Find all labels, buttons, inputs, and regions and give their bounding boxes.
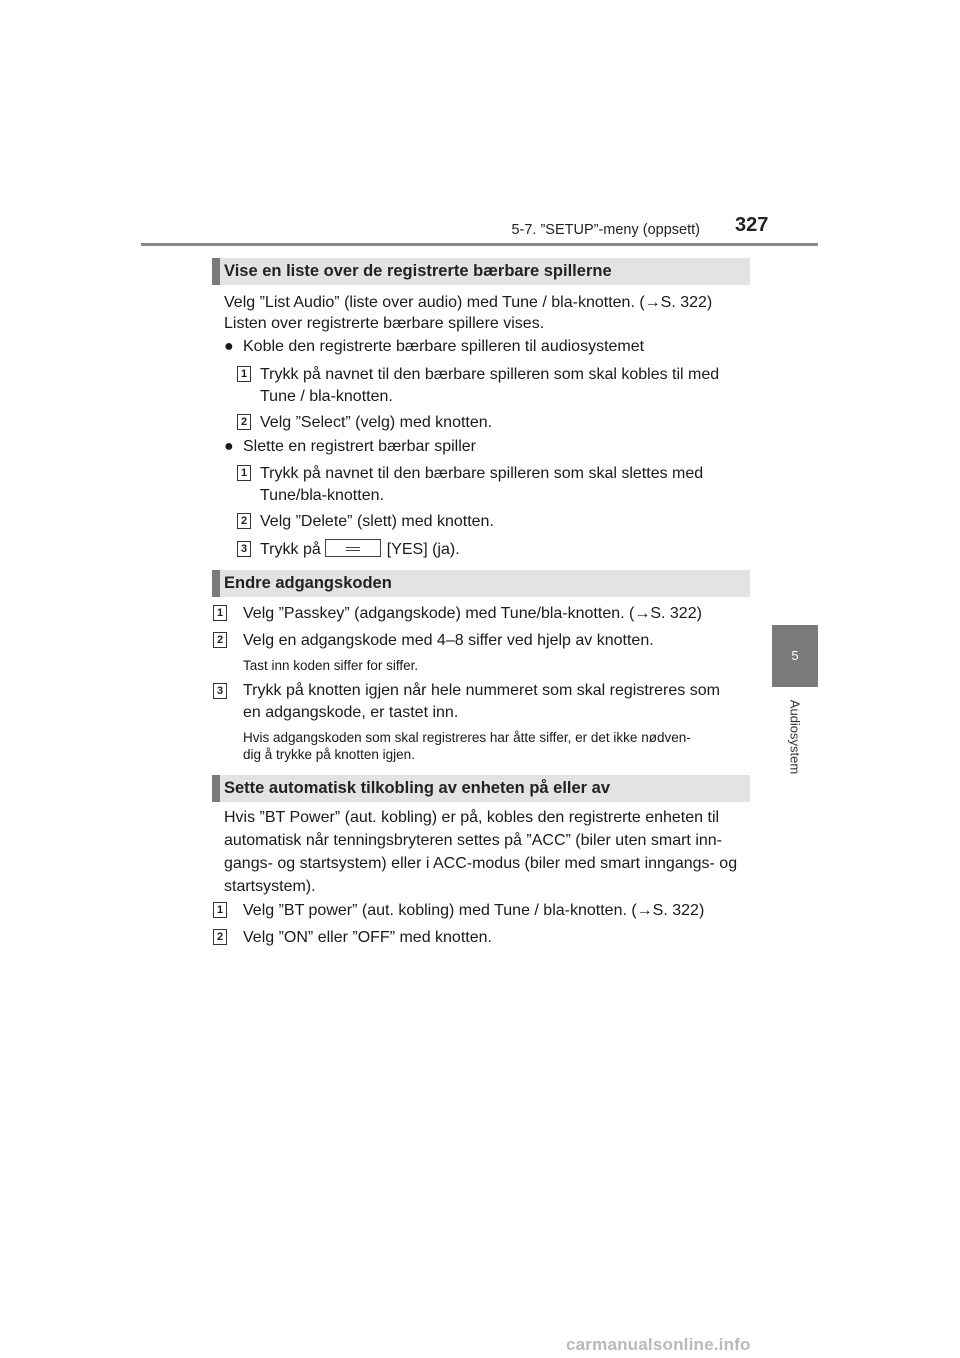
s2-step3-line1: Trykk på knotten igjen når hele nummeret som skal registreres som (243, 682, 720, 699)
step-number-badge: 1 (237, 366, 251, 382)
s1-bullet1-text: Koble den registrerte bærbare spilleren til audiosystemet (243, 338, 645, 355)
s2-note1: Tast inn koden siffer for siffer. (243, 658, 419, 673)
watermark-text: carmanualsonline.info (566, 1335, 751, 1354)
s1-b1-step1-line2: Tune / bla-knotten. (260, 388, 393, 405)
s3-para-line3: gangs- og startsystem) eller i ACC-modus (biler med smart inngangs- og (224, 855, 738, 872)
s1-b2-step3 (260, 539, 460, 561)
step-number-badge: 3 (237, 541, 251, 557)
s2-note2-line2: dig å trykke på knotten igjen. (243, 747, 415, 762)
step-number-badge: 2 (213, 632, 227, 648)
step-number-badge: 2 (237, 414, 251, 430)
s1-b1-step2: Velg ”Select” (velg) med knotten. (260, 414, 493, 431)
s2-step1: Velg ”Passkey” (adgangskode) med Tune/bla-knotten. (→S. 322) (243, 605, 702, 622)
bullet-icon: ● (224, 438, 234, 455)
enter-button-icon (325, 539, 381, 557)
s1-b1-step1-line1: Trykk på navnet til den bærbare spilleren som skal kobles til med (260, 366, 720, 383)
step-number-badge: 2 (213, 929, 227, 945)
header-section-title: 5-7. ”SETUP”-meny (oppsett) (511, 222, 700, 238)
header-rule (141, 243, 818, 246)
s3-para-line2: automatisk når tenningsbryteren settes på ”ACC” (biler uten smart inn- (224, 832, 722, 849)
s3-step2: Velg ”ON” eller ”OFF” med knotten. (243, 929, 492, 946)
s2-note2-line1: Hvis adgangskoden som skal registreres har åtte siffer, er det ikke nødven- (243, 730, 691, 745)
step-number-badge: 1 (213, 605, 227, 621)
step-number-badge: 1 (237, 465, 251, 481)
s3-para-line4: startsystem). (224, 878, 316, 895)
s1-b2-step1-line2: Tune/bla-knotten. (260, 487, 384, 504)
s2-step2: Velg en adgangskode med 4–8 siffer ved hjelp av knotten. (243, 632, 654, 649)
s1-b2-step1-line1: Trykk på navnet til den bærbare spilleren som skal slettes med (260, 465, 704, 482)
s1-b2-step3-post: [YES] (ja). (386, 541, 460, 558)
section-header-change-passkey: Endre adgangskoden (212, 570, 750, 597)
s1-b2-step2: Velg ”Delete” (slett) med knotten. (260, 513, 494, 530)
s3-para-line1: Hvis ”BT Power” (aut. kobling) er på, kobles den registrerte enheten til (224, 809, 720, 826)
section-header-auto-connect: Sette automatisk tilkobling av enheten på eller av (212, 775, 750, 802)
s1-bullet2-text: Slette en registrert bærbar spiller (243, 438, 476, 455)
page-number: 327 (735, 214, 769, 236)
step-number-badge: 1 (213, 902, 227, 918)
bullet-icon: ● (224, 338, 234, 355)
step-number-badge: 2 (237, 513, 251, 529)
s3-step1: Velg ”BT power” (aut. kobling) med Tune / bla-knotten. (→S. 322) (243, 902, 705, 919)
s2-step3-line2: en adgangskode, er tastet inn. (243, 704, 459, 721)
s1-intro-line2: Listen over registrerte bærbare spillere vises. (224, 315, 545, 332)
chapter-tab: 5 (772, 625, 818, 687)
s1-b2-step3-pre: Trykk på (260, 541, 321, 558)
section-header-list-players: Vise en liste over de registrerte bærbare spillerne (212, 258, 750, 285)
step-number-badge: 3 (213, 683, 227, 699)
chapter-side-label: Audiosystem (787, 699, 803, 775)
s1-intro-line1: Velg ”List Audio” (liste over audio) med Tune / bla-knotten. (→S. 322) (224, 294, 713, 311)
